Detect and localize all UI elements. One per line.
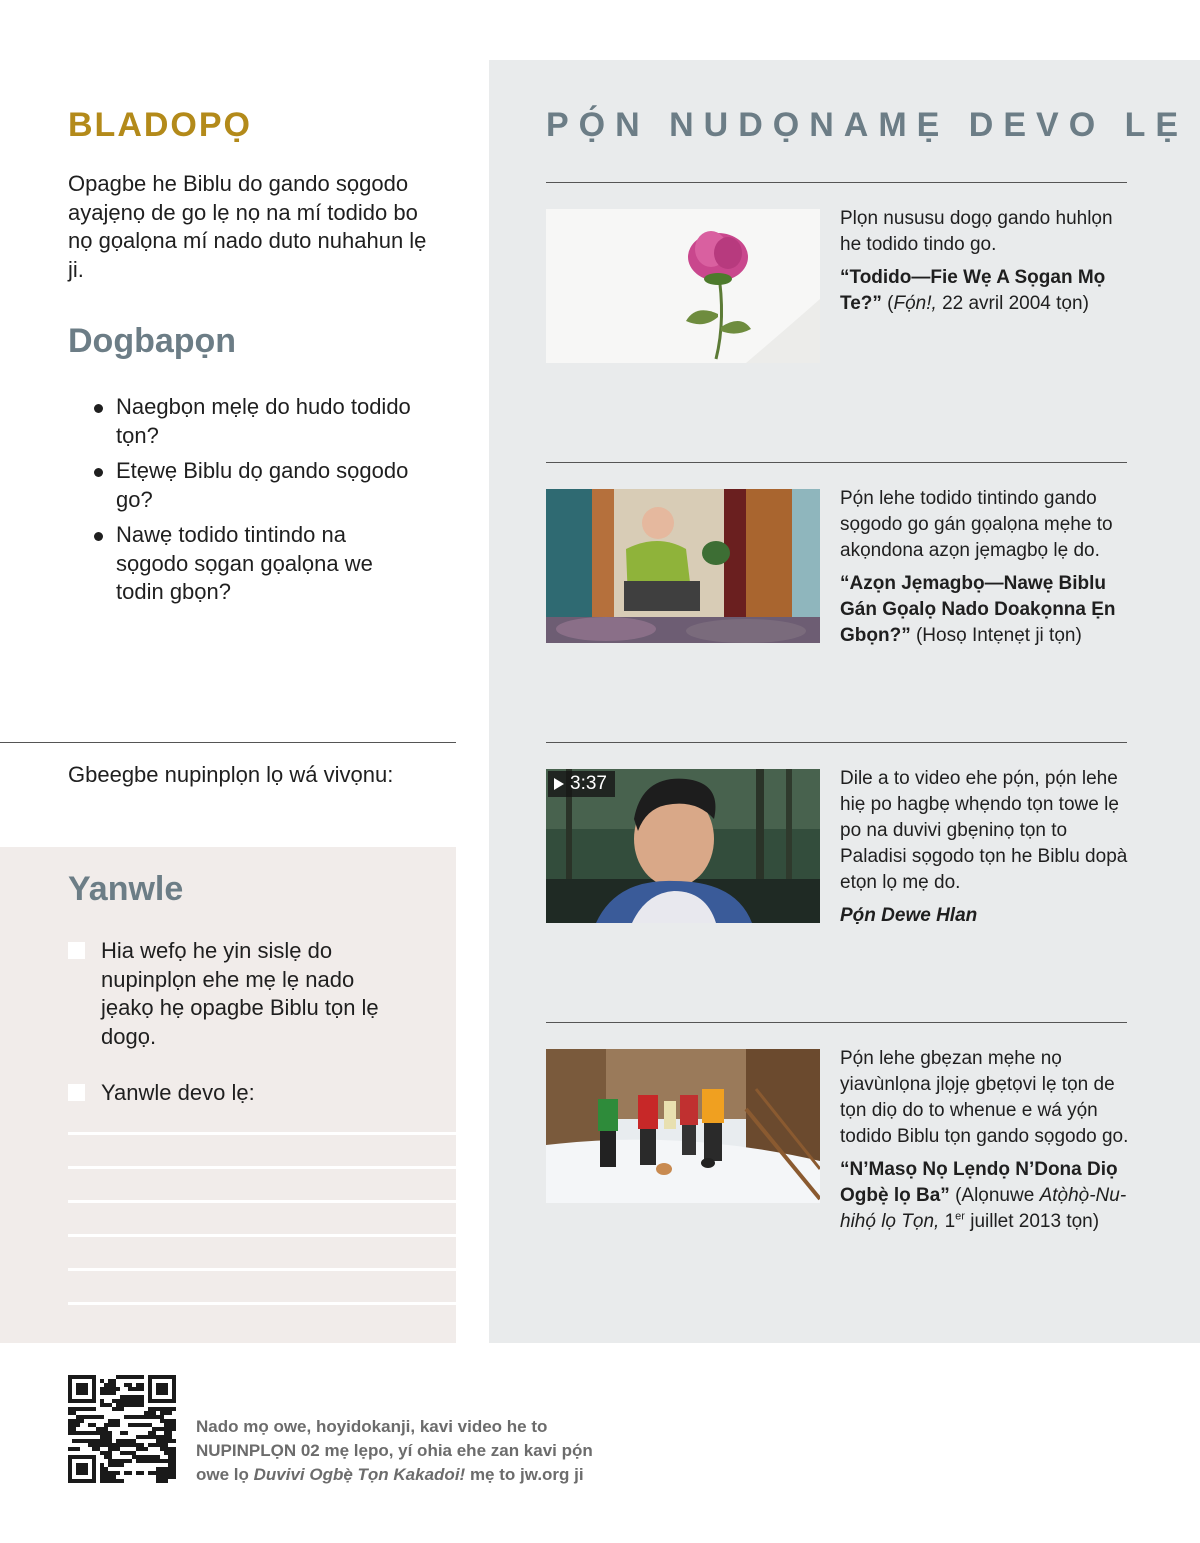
question-item: Etẹwẹ Biblu dọ gando sọgodo go?	[92, 457, 422, 514]
reference-title[interactable]: Pọ́n Dewe Hlan	[840, 905, 978, 926]
entry-reference[interactable]	[840, 903, 1130, 929]
reference-date: 1	[939, 1211, 956, 1232]
entry-description: Pọ́n lehe gbẹzan mẹhe nọ yiavùnlọna jlọjẹ gbẹtọvi lẹ tọn de tọn diọ do to whenue e wá yọ́n todido Biblu tọn gando sọgodo go.	[840, 1048, 1129, 1147]
writing-line[interactable]	[68, 1166, 456, 1169]
checkbox[interactable]	[68, 942, 85, 959]
reference-source: Fọ́n!,	[893, 293, 937, 314]
learn-more-title: PỌ́N NUDỌNAMẸ DEVO LẸ	[546, 106, 1189, 144]
pink-flower-photo	[546, 209, 820, 363]
reference-detail: (Hosọ Intẹnẹt ji tọn)	[910, 625, 1082, 646]
writing-line[interactable]	[68, 1302, 456, 1305]
writing-line[interactable]	[68, 1234, 456, 1237]
reference-source: Atọ̀họ̀-Nuhihọ́ lọ Tọn,	[840, 1185, 1127, 1232]
family-snow-walk-photo	[546, 1049, 820, 1203]
summary-title: BLADOPỌ	[68, 106, 252, 144]
learn-entry	[840, 206, 1130, 317]
goal-item[interactable]	[68, 1079, 391, 1108]
divider	[0, 742, 456, 743]
book-title-link[interactable]: Duvivi Ogbẹ̀ Tọn Kakadoi!	[253, 1465, 466, 1484]
qr-code[interactable]	[68, 1375, 176, 1483]
reference-open: (Alọnuwe	[949, 1185, 1040, 1206]
entry-reference[interactable]	[840, 571, 1130, 649]
reference-detail: juillet 2013 tọn)	[964, 1211, 1100, 1232]
reference-ordinal: er	[955, 1210, 965, 1223]
reference-title[interactable]: “Todido—Fie Wẹ A Sọgan Mọ Te?”	[840, 267, 1106, 314]
footer-line: owe lọ	[196, 1465, 254, 1484]
reference-title[interactable]: “N’Masọ Nọ Lẹndọ N’Dona Diọ Ogbẹ̀ lọ Ba”	[840, 1159, 1118, 1206]
footer-text	[196, 1415, 616, 1487]
entry-description: Pọ́n lehe todido tintindo gando sọgodo go gán gọalọna mẹhe to akọndona azọn jẹmagbọ lẹ do.	[840, 488, 1113, 561]
footer-line: mẹ to jw.org ji	[465, 1465, 584, 1484]
video-duration-badge[interactable]	[548, 771, 615, 797]
learn-entry	[840, 1046, 1130, 1235]
divider	[546, 182, 1127, 183]
writing-line[interactable]	[68, 1200, 456, 1203]
writing-line[interactable]	[68, 1132, 456, 1135]
question-item: Nawẹ todido tintindo na sọgodo sọgan gọalọna we todin gbọn?	[92, 521, 422, 607]
goal-text: Yanwle devo lẹ:	[101, 1080, 255, 1105]
divider	[546, 742, 1127, 743]
next-lesson-label: Gbeegbe nupinplọn lọ wá vivọnu:	[68, 762, 394, 787]
reference-open: (	[881, 293, 894, 314]
reference-detail: 22 avril 2004 tọn)	[936, 293, 1089, 314]
entry-description: Plọn nususu dogọ gando huhlọn he todido tindo go.	[840, 208, 1113, 255]
writing-line[interactable]	[68, 1268, 456, 1271]
goal-text: Hia wefọ he yin sislẹ do nupinplọn ehe mẹ lẹ nado jẹakọ hẹ opagbe Biblu tọn lẹ dogọ.	[101, 938, 379, 1049]
summary-text: Opagbe he Biblu do gando sọgodo ayajẹnọ de go lẹ nọ na mí todido bo nọ gọalọna mí nado duto nuhahun lẹ ji.	[68, 171, 427, 282]
learn-entry	[840, 766, 1130, 929]
questions-list	[92, 393, 422, 614]
reference-title[interactable]: “Azọn Jẹmagbọ—Nawẹ Biblu Gán Gọalọ Nado Doakọnna Ẹn Gbọn?”	[840, 573, 1116, 646]
goals-title: Yanwle	[68, 870, 184, 908]
checkbox[interactable]	[68, 1084, 85, 1101]
footer-line: NUPINPLỌN 02 mẹ lẹpo, yí ohia ehe zan kavi pọ́n	[196, 1441, 593, 1460]
entry-description: Dile a to video ehe pọ́n, pọ́n lehe hiẹ po hagbẹ whẹndo tọn towe lẹ po na duvivi gbẹninọ tọn to Paladisi sọgodo tọn he Biblu dopà etọn lọ mẹ do.	[840, 768, 1128, 893]
goal-item[interactable]	[68, 937, 391, 1051]
question-item: Naegbọn mẹlẹ do hudo todido tọn?	[92, 393, 422, 450]
video-duration: 3:37	[570, 773, 607, 794]
entry-reference[interactable]	[840, 265, 1130, 317]
entry-reference[interactable]	[840, 1157, 1130, 1235]
play-icon	[554, 778, 564, 790]
man-in-wheelchair-photo	[546, 489, 820, 643]
questions-title: Dogbapọn	[68, 322, 237, 360]
divider	[546, 1022, 1127, 1023]
footer-line: Nado mọ owe, hoyidokanji, kavi video he to	[196, 1417, 548, 1436]
learn-entry	[840, 486, 1130, 649]
divider	[546, 462, 1127, 463]
